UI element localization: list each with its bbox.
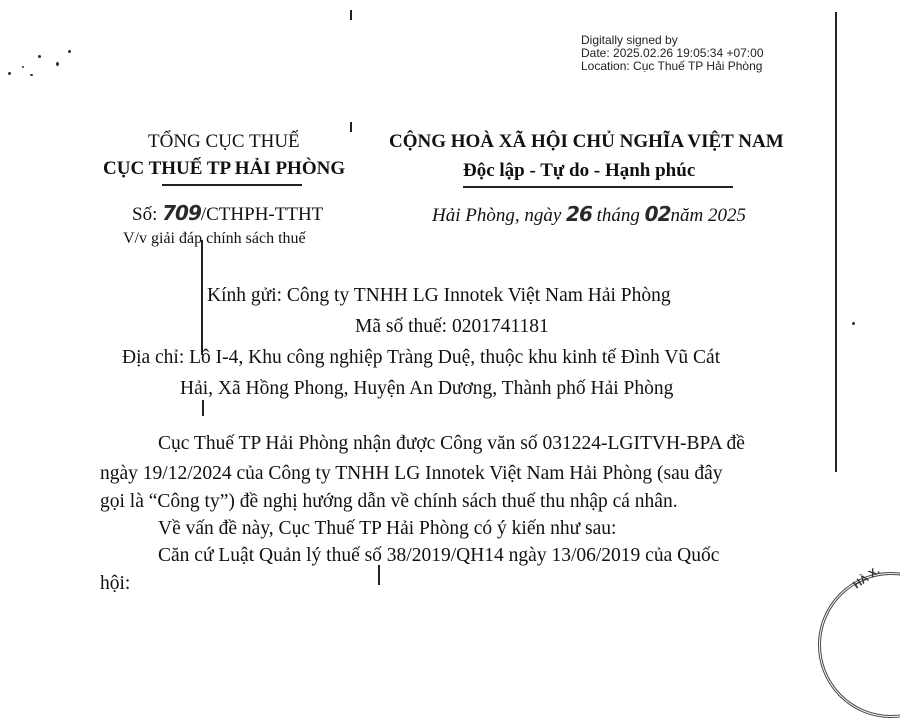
- scan-mark: [350, 122, 352, 132]
- body-paragraph-2: Về vấn đề này, Cục Thuế TP Hải Phòng có ý kiến như sau:: [158, 518, 617, 539]
- number-prefix: Số:: [132, 204, 158, 225]
- scan-speck: [22, 66, 24, 68]
- body-paragraph-3-line-1: Căn cứ Luật Quản lý thuế số 38/2019/QH14 ngày 13/06/2019 của Quốc: [158, 545, 720, 566]
- agency-underline: [162, 184, 302, 186]
- motto-underline: [463, 186, 733, 188]
- recipient-to: Kính gửi: Công ty TNHH LG Innotek Việt Nam Hải Phòng: [207, 285, 671, 306]
- fold-line: [202, 400, 204, 416]
- number-handwritten: 709: [162, 201, 201, 225]
- scan-speck: [38, 55, 41, 58]
- year-text: năm 2025: [670, 205, 746, 226]
- recipient-address-2: Hải, Xã Hồng Phong, Huyện An Dương, Thành phố Hải Phòng: [180, 378, 674, 399]
- body-paragraph-3-line-2: hội:: [100, 573, 131, 594]
- place-date: [432, 202, 746, 227]
- official-seal: [818, 572, 900, 718]
- signature-line-1: Digitally signed by: [581, 33, 678, 47]
- month-handwritten: 02: [644, 202, 671, 226]
- body-paragraph-1-line-3: gọi là “Công ty”) đề nghị hướng dẫn về chính sách thuế thu nhập cá nhân.: [100, 491, 678, 512]
- date-prefix: Hải Phòng, ngày: [432, 205, 562, 226]
- seal-text: HÀ X.: [851, 564, 883, 592]
- body-paragraph-1-line-1: Cục Thuế TP Hải Phòng nhận được Công văn số 031224-LGITVH-BPA đề: [158, 433, 745, 454]
- scan-speck: [8, 72, 11, 75]
- scan-mark: [350, 10, 352, 20]
- document-number: [132, 201, 323, 226]
- day-handwritten: 26: [566, 202, 592, 226]
- signature-date: Date: 2025.02.26 19:05:34 +07:00: [581, 46, 764, 60]
- month-label: tháng: [596, 205, 640, 226]
- scan-speck: [68, 50, 71, 53]
- page-edge-line: [835, 12, 837, 472]
- recipient-address-1: Địa chỉ: Lô I-4, Khu công nghiệp Tràng Duệ, thuộc khu kinh tế Đình Vũ Cát: [122, 347, 721, 368]
- fold-line: [201, 240, 203, 355]
- signature-location: Location: Cục Thuế TP Hải Phòng: [581, 59, 763, 73]
- scan-speck: [30, 74, 33, 76]
- motto: Độc lập - Tự do - Hạnh phúc: [463, 160, 696, 181]
- body-paragraph-1-line-2: ngày 19/12/2024 của Công ty TNHH LG Innotek Việt Nam Hải Phòng (sau đây: [100, 463, 723, 484]
- subject-line: V/v giải đáp chính sách thuế: [123, 230, 306, 247]
- country-name: CỘNG HOÀ XÃ HỘI CHỦ NGHĨA VIỆT NAM: [389, 131, 784, 152]
- fold-line: [378, 565, 380, 585]
- number-suffix: /CTHPH-TTHT: [200, 204, 324, 225]
- scan-speck: [852, 322, 855, 325]
- recipient-tax-code: Mã số thuế: 0201741181: [355, 316, 549, 337]
- scan-speck: [56, 62, 59, 66]
- agency-name: CỤC THUẾ TP HẢI PHÒNG: [103, 158, 346, 179]
- agency-parent: TỔNG CỤC THUẾ: [148, 131, 300, 152]
